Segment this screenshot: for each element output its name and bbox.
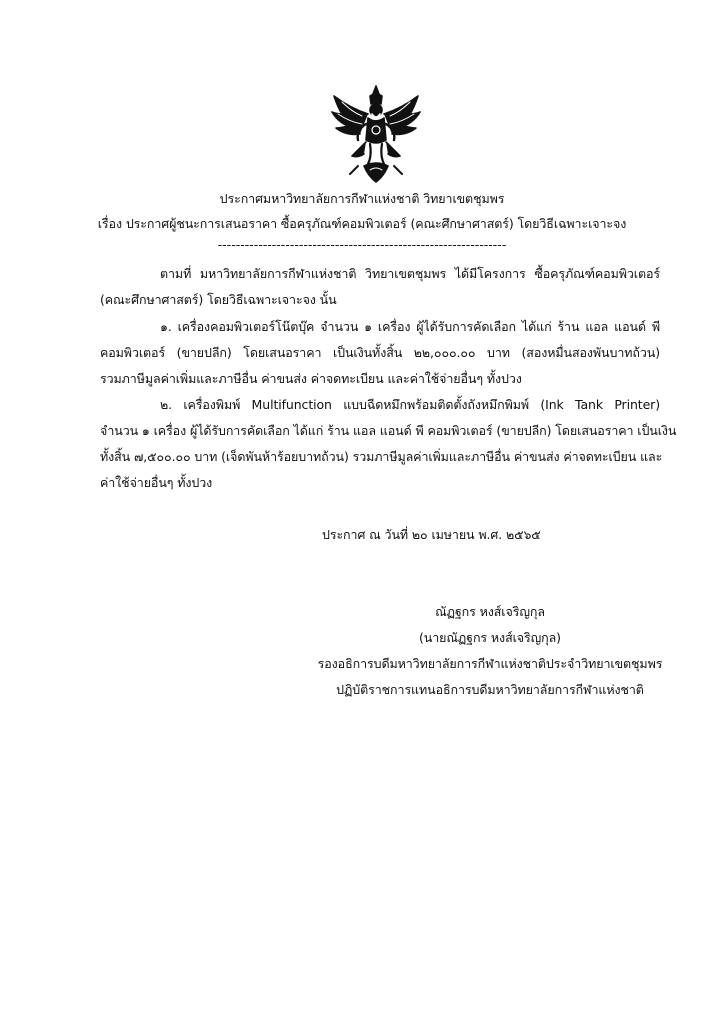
item-1-line-3: รวมภาษีมูลค่าเพิ่มและภาษีอื่น ค่าขนส่ง ค่าจดทะเบียน และค่าใช้จ่ายอื่นๆ ทั้งปวง (100, 371, 522, 386)
divider-line: ---------------------------------------------------------------- (217, 237, 507, 252)
intro-paragraph-line-1: ตามที่ มหาวิทยาลัยการกีฬาแห่งชาติ วิทยาเขตชุมพร ได้มีโครงการ ซื้อครุภัณฑ์คอมพิวเตอร์ (160, 266, 660, 281)
item-2-line-1: ๒. เครื่องพิมพ์ Multifunction แบบฉีดหมึกพร้อมติดตั้งถังหมึกพิมพ์ (Ink Tank Printer) (160, 397, 660, 412)
item-1-line-2: คอมพิวเตอร์ (ขายปลีก) โดยเสนอราคา เป็นเงินทั้งสิ้น ๒๒,๐๐๐.๐๐ บาท (สองหมื่นสองพันบาทถ้วน) (100, 345, 660, 360)
signer-position-1: รองอธิการบดีมหาวิทยาลัยการกีฬาแห่งชาติประจำวิทยาเขตชุมพร (317, 656, 663, 671)
announcement-subject: เรื่อง ประกาศผู้ชนะการเสนอราคา ซื้อครุภัณฑ์คอมพิวเตอร์ (คณะศึกษาศาสตร์) โดยวิธีเฉพาะเจาะจง (97, 216, 627, 231)
item-2-line-3: ทั้งสิ้น ๗,๕๐๐.๐๐ บาท (เจ็ดพันห้าร้อยบาทถ้วน) รวมภาษีมูลค่าเพิ่มและภาษีอื่น ค่าขนส่ง ค่าจดทะเบียน และ (100, 449, 663, 464)
announcement-title: ประกาศมหาวิทยาลัยการกีฬาแห่งชาติ วิทยาเขตชุมพร (219, 191, 505, 206)
signer-full-name: (นายณัฏฐกร หงส์เจริญกุล) (419, 630, 561, 645)
signature-name: ณัฏฐกร หงส์เจริญกุล (435, 604, 545, 619)
item-2-line-2: จำนวน ๑ เครื่อง ผู้ได้รับการคัดเลือก ได้แก่ ร้าน แอล แอนด์ พี คอมพิวเตอร์ (ขายปลีก) โดยเสนอราคา เป็นเงิน (100, 423, 677, 438)
item-2-line-4: ค่าใช้จ่ายอื่นๆ ทั้งปวง (100, 475, 213, 490)
signer-position-2: ปฏิบัติราชการแทนอธิการบดีมหาวิทยาลัยการกีฬาแห่งชาติ (336, 682, 644, 697)
intro-paragraph-line-2: (คณะศึกษาศาสตร์) โดยวิธีเฉพาะเจาะจง นั้น (100, 292, 337, 307)
item-1-line-1: ๑. เครื่องคอมพิวเตอร์โน๊ตบุ๊ค จำนวน ๑ เครื่อง ผู้ได้รับการคัดเลือก ได้แก่ ร้าน แอล แอนด์ พี (160, 319, 660, 334)
announcement-date: ประกาศ ณ วันที่ ๒๐ เมษายน พ.ศ. ๒๕๖๕ (322, 527, 541, 542)
garuda-emblem-icon (328, 84, 424, 184)
